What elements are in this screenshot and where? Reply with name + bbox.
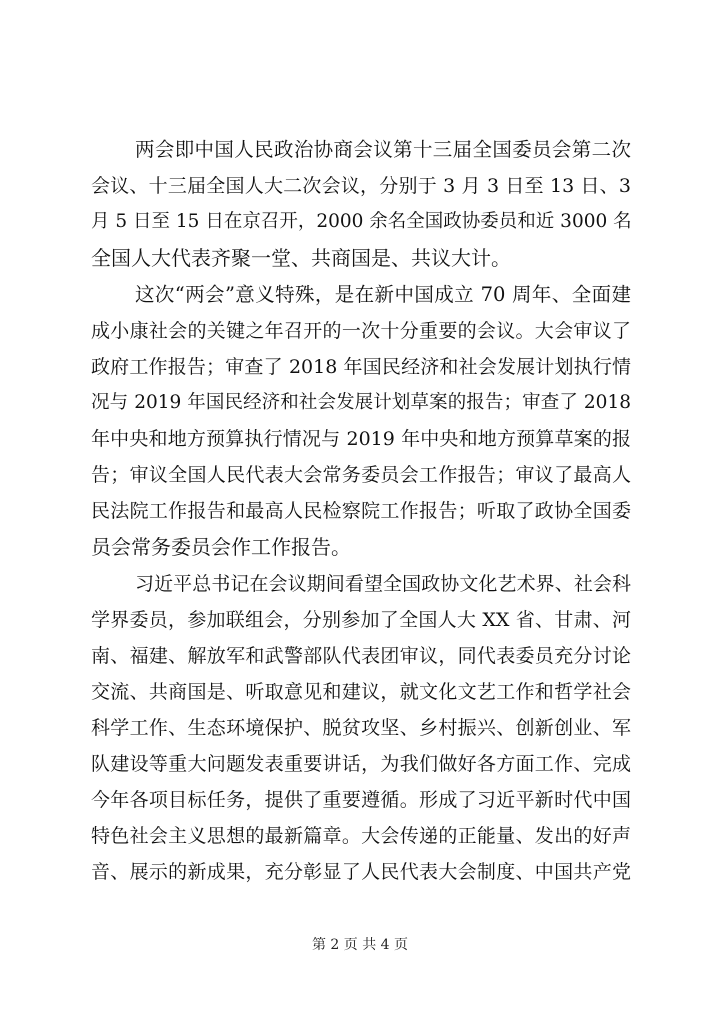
text-line: 今年各项目标任务，提供了重要遵循。形成了习近平新时代中国 xyxy=(91,789,631,811)
text-line: 学界委员，参加联组会，分别参加了全国人大 XX 省、甘肃、河 xyxy=(91,609,631,631)
text-line: 南、福建、解放军和武警部队代表团审议，同代表委员充分讨论 xyxy=(91,645,631,667)
text-line: 况与 2019 年国民经济和社会发展计划草案的报告；审查了 2018 xyxy=(91,392,631,413)
text-line: 两会即中国人民政治协商会议第十三届全国委员会第二次 xyxy=(135,138,631,161)
text-line: 年中央和地方预算执行情况与 2019 年中央和地方预算草案的报 xyxy=(91,428,631,450)
text-line: 月 5 日至 15 日在京召开，2000 余名全国政协委员和近 3000 名 xyxy=(91,211,632,232)
text-line: 告；审议全国人民代表大会常务委员会工作报告；审议了最高人 xyxy=(91,464,631,486)
text-line: 全国人大代表齐聚一堂、共商国是、共议大计。 xyxy=(91,246,511,270)
text-line: 会议、十三届全国人大二次会议，分别于 3 月 3 日至 13 日、3 xyxy=(91,175,631,197)
text-line: 特色社会主义思想的最新篇章。大会传递的正能量、发出的好声 xyxy=(91,825,631,847)
text-line: 成小康社会的关键之年召开的一次十分重要的会议。大会审议了 xyxy=(91,320,631,342)
text-line: 政府工作报告；审查了 2018 年国民经济和社会发展计划执行情 xyxy=(91,356,631,378)
text-line: 员会常务委员会作工作报告。 xyxy=(91,535,351,559)
text-line: 音、展示的新成果，充分彰显了人民代表大会制度、中国共产党 xyxy=(91,861,631,883)
text-line: 这次“两会”意义特殊，是在新中国成立 70 周年、全面建 xyxy=(135,283,631,306)
page-number-footer: 第 2 页 共 4 页 xyxy=(311,937,409,953)
text-line: 科学工作、生态环境保护、脱贫攻坚、乡村振兴、创新创业、军 xyxy=(91,717,631,739)
text-line: 习近平总书记在会议期间看望全国政协文化艺术界、社会科 xyxy=(135,573,631,595)
text-line: 队建设等重大问题发表重要讲话，为我们做好各方面工作、完成 xyxy=(91,753,631,775)
text-line: 交流、共商国是、听取意见和建议，就文化文艺工作和哲学社会 xyxy=(91,681,631,703)
text-line: 民法院工作报告和最高人民检察院工作报告；听取了政协全国委 xyxy=(91,500,631,522)
